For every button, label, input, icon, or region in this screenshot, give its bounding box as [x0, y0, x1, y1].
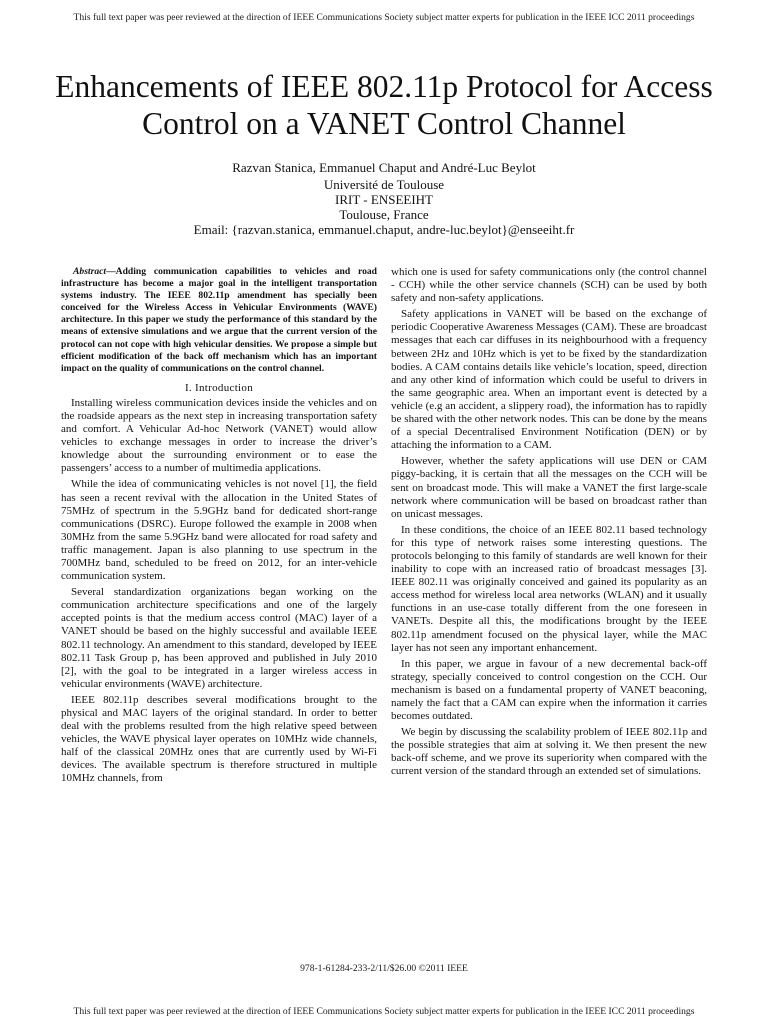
affiliation-lab: IRIT - ENSEEIHT — [335, 192, 433, 207]
peer-review-banner-bottom: This full text paper was peer reviewed at the direction of IEEE Communications Society subject matter experts for publication in the IEEE ICC 2011 proceedings — [73, 1006, 695, 1017]
affiliation-city: Toulouse, France — [339, 207, 429, 222]
abstract-text: —Adding communication capabilities to vehicles and road infrastructure has become a major goal in the intelligent transportation systems industry. The IEEE 802.11p amendment has specially been conceived for the Wireless Access in Vehicular Environments (WAVE) architecture. In this paper we study the performance of this standard by the means of extensive simulations and we argue that the current version of the protocol can not cope with high vehicular densities. We propose a simple but efficient modification of the back off mechanism which has an important impact on the quality of communications on the control channel. — [61, 266, 377, 374]
right-column — [391, 266, 707, 782]
paragraph: IEEE 802.11p describes several modifications brought to the physical and MAC layers of the original standard. In order to better deal with the problems resulted from the high relative speed between vehicles, the WAVE physical layer operates on 10MHz wide channels, half of the classical 20MHz ones that are currently used by Wi-Fi devices. The available spectrum is therefore structured in multiple 10MHz channels, from — [61, 693, 377, 785]
paper-title — [20, 68, 748, 142]
paragraph: However, whether the safety applications will use DEN or CAM piggy-backing, it is certain that all the messages on the CCH will be sent on broadcast mode. This will make a VANET the first large-scale network where communication will be based on broadcast rather than on unicast messages. — [391, 455, 707, 520]
paragraph: which one is used for safety communications only (the control channel - CCH) while the other service channels (SCH) can be used by both safety and non-safety applications. — [391, 266, 707, 305]
paragraph: Safety applications in VANET will be based on the exchange of periodic Cooperative Awareness Messages (CAM). These are broadcast messages that each car diffuses in its neighbourhood with a frequency between 2Hz and 10Hz which is yet to be fixed by the standardization bodies. A CAM contains details like vehicle’s location, speed, direction and any other kind of information which could be useful to drivers in the same geographic area. When an important event is detected by a vehicle (e.g an accident, a slippery road), the information has to rapidly be shared with the other network nodes. This can be done by the means of a special Decentralised Environment Notification (DEN) or by attaching the information to a CAM. — [391, 308, 707, 452]
paragraph: We begin by discussing the scalability problem of IEEE 802.11p and the possible strategies that aim at solving it. We then present the new back-off scheme, and we prove its superiority when compared with the current version of the standard through an extended set of simulations. — [391, 726, 707, 778]
author-block — [0, 160, 768, 237]
affiliation-university: Université de Toulouse — [323, 177, 445, 192]
paragraph: Installing wireless communication devices inside the vehicles and on the roadside appears as the next step in increasing transportation safety and comfort. A Vehicular Ad-hoc Network (VANET) would allow vehicles to exchange messages in order to increase the driver’s knowledge about the surrounding environment or to ease the passengers’ access to a number of multimedia applications. — [61, 396, 377, 475]
author-names: Razvan Stanica, Emmanuel Chaput and André-Luc Beylot — [232, 160, 536, 175]
author-email: Email: {razvan.stanica, emmanuel.chaput, andre-luc.beylot}@enseeiht.fr — [193, 222, 575, 237]
paragraph: Several standardization organizations began working on the communication architecture specifications and one of the largely accepted points is that the medium access control (MAC) layer of a VANET should be based on the highly successful and available IEEE 802.11 technology. An amendment to this standard, developed by IEEE 802.11 Task Group p, has been approved and published in July 2010 [2], with the goal to be integrated in a larger wireless access in vehicular environments (WAVE) architecture. — [61, 586, 377, 690]
isbn-copyright: 978-1-61284-233-2/11/$26.00 ©2011 IEEE — [300, 963, 468, 974]
section-heading-introduction: I. Introduction — [184, 381, 254, 394]
paragraph: While the idea of communicating vehicles is not novel [1], the field has seen a recent revival with the allocation in the United States of 75MHz of spectrum in the 5.9GHz band for dedicated short-range communications (DSRC). Europe followed the example in 2008 when 30MHz from the same 5.9GHz band were allocated for road safety and traffic management. Japan is also planning to use spectrum in the 700MHz band, scheduled to be freed on 2012, for an inter-vehicle communication system. — [61, 478, 377, 583]
abstract — [61, 266, 377, 375]
paragraph: In these conditions, the choice of an IEEE 802.11 based technology for this type of network raises some interesting questions. The protocols belonging to this family of standards are well known for their inability to cope with an increased ratio of broadcast messages [3]. IEEE 802.11 was originally conceived and gained its popularity as an access method for wireless local area networks (WLAN) and it usually functions in an use-case totally different from the one foreseen in VANETs. Despite all this, the modifications brought by the IEEE 802.11p amendment focused on the physical layer, while the MAC layer has not seen any important enhancement. — [391, 523, 707, 654]
peer-review-banner-top: This full text paper was peer reviewed at the direction of IEEE Communications Society subject matter experts for publication in the IEEE ICC 2011 proceedings — [73, 12, 695, 23]
left-column — [61, 266, 377, 789]
paper-title-line-1: Enhancements of IEEE 802.11p Protocol for Access — [55, 69, 713, 104]
abstract-label: Abstract — [73, 266, 107, 277]
paper-title-line-2: Control on a VANET Control Channel — [142, 106, 626, 141]
paragraph: In this paper, we argue in favour of a new decremental back-off strategy, specially conceived to control congestion on the CCH. Our mechanism is based on a fundamental property of VANET beaconing, namely the fact that a CAM can expire when the information it carries becomes outdated. — [391, 657, 707, 723]
